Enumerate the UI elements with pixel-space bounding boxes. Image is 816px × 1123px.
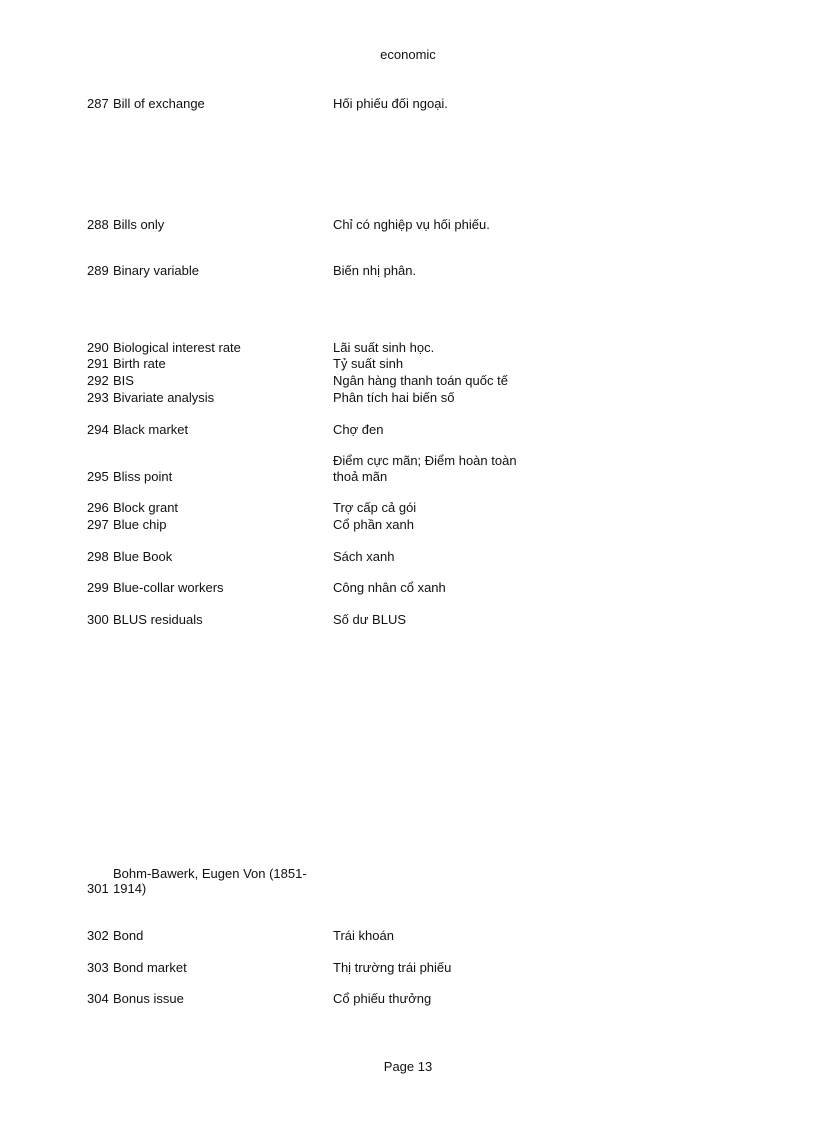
entry-definition: Chợ đen (333, 422, 384, 437)
entry-number: 293 (87, 390, 109, 405)
entry-term-line: 1914) (113, 881, 147, 896)
page-header: economic (380, 47, 436, 62)
entry-number: 296 (87, 500, 109, 515)
entry-definition: Thị trường trái phiếu (333, 960, 452, 975)
entry-number: 303 (87, 960, 109, 975)
entry-definition: Biến nhị phân. (333, 263, 417, 278)
entry-number: 304 (87, 991, 109, 1006)
entry-definition: Phân tích hai biến số (333, 390, 455, 405)
entry-term: Bonus issue (113, 991, 184, 1006)
entry-term: Bliss point (113, 469, 173, 484)
entry-number: 289 (87, 263, 109, 278)
entry-definition: Sách xanh (333, 549, 395, 564)
entry-number: 291 (87, 356, 109, 371)
entry-definition: Tỷ suất sinh (333, 356, 404, 371)
entry-term: Bond (113, 928, 144, 943)
entry-definition: Chỉ có nghiệp vụ hối phiếu. (333, 217, 490, 232)
entry-number: 297 (87, 517, 109, 532)
entry-definition-line: Điểm cực mãn; Điểm hoàn toàn (333, 453, 517, 468)
entry-definition: Trái khoán (333, 928, 394, 943)
entry-definition: Số dư BLUS (333, 612, 407, 627)
entry-term: Bivariate analysis (113, 390, 215, 405)
entry-term: Binary variable (113, 263, 199, 278)
entry-definition: Hối phiếu đối ngoại. (333, 96, 448, 111)
entry-definition-line: thoả mãn (333, 469, 388, 484)
entry-term: Blue Book (113, 549, 173, 564)
entry-number: 295 (87, 469, 109, 484)
entry-term: Bill of exchange (113, 96, 205, 111)
entry-number: 287 (87, 96, 109, 111)
entry-number: 298 (87, 549, 109, 564)
entry-definition: Cổ phiếu thưởng (333, 991, 432, 1006)
entry-term: Blue-collar workers (113, 580, 224, 595)
entry-definition: Ngân hàng thanh toán quốc tế (333, 373, 508, 388)
entry-definition: Trợ cấp cả gói (333, 500, 417, 515)
entry-term: Birth rate (113, 356, 166, 371)
entry-number: 294 (87, 422, 109, 437)
entry-number: 302 (87, 928, 109, 943)
entry-number: 300 (87, 612, 109, 627)
entry-definition: Lãi suất sinh học. (333, 340, 435, 355)
entry-number: 288 (87, 217, 109, 232)
entry-term: Bond market (113, 960, 187, 975)
entry-term: Block grant (113, 500, 179, 515)
entry-term: Blue chip (113, 517, 167, 532)
entry-definition: Cổ phần xanh (333, 517, 414, 532)
entry-definition: Công nhân cổ xanh (333, 580, 446, 595)
entry-number: 301 (87, 881, 109, 896)
page-footer: Page 13 (383, 1059, 433, 1074)
entry-term: Biological interest rate (113, 340, 241, 355)
entry-term: BLUS residuals (113, 612, 203, 627)
entry-number: 299 (87, 580, 109, 595)
entry-number: 292 (87, 373, 109, 388)
entry-term: Bills only (113, 217, 165, 232)
entry-term: BIS (113, 373, 134, 388)
entry-number: 290 (87, 340, 109, 355)
entry-term: Black market (113, 422, 189, 437)
entry-term-line: Bohm-Bawerk, Eugen Von (1851- (113, 866, 307, 881)
